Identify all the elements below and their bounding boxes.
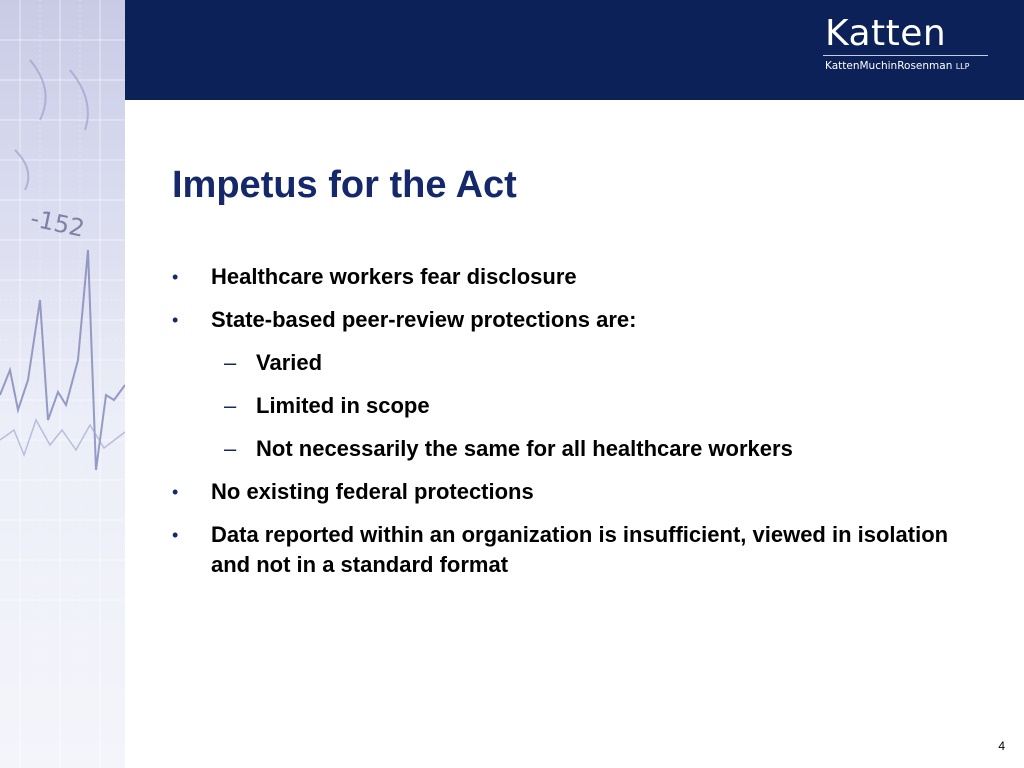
sub-bullet-text: Varied	[256, 350, 323, 375]
bullet-text: Data reported within an organization is insufficient, viewed in isolation and not in a standard format	[211, 522, 949, 577]
logo-subtitle-name: KattenMuchinRosenman	[825, 60, 953, 72]
logo-subtitle	[823, 59, 988, 74]
list-item	[172, 520, 962, 580]
dash-marker: –	[224, 436, 237, 461]
bullet-marker: •	[172, 310, 179, 330]
logo-divider	[823, 55, 988, 56]
bullet-marker: •	[172, 482, 179, 502]
list-item	[172, 477, 962, 507]
bullet-text: Healthcare workers fear disclosure	[211, 264, 577, 289]
sub-list-item	[172, 434, 962, 464]
sub-list-item	[172, 391, 962, 421]
sub-list-item	[172, 348, 962, 378]
sub-bullet-text: Limited in scope	[256, 393, 430, 418]
list-item	[172, 262, 962, 292]
bullet-text: No existing federal protections	[211, 479, 534, 504]
ecg-handwritten-label: -152	[27, 204, 88, 243]
header-bar	[125, 0, 1024, 100]
bullet-text: State-based peer-review protections are:	[211, 307, 637, 332]
katten-logo	[823, 14, 988, 74]
slide-title: Impetus for the Act	[172, 164, 517, 206]
dash-marker: –	[224, 350, 237, 375]
bullet-list	[172, 262, 962, 593]
bullet-marker: •	[172, 525, 179, 545]
dash-marker: –	[224, 393, 237, 418]
logo-subtitle-suffix: LLP	[955, 62, 970, 71]
list-item	[172, 305, 962, 335]
page-number: 4	[998, 739, 1005, 753]
sub-bullet-text: Not necessarily the same for all healthcare workers	[256, 436, 793, 461]
logo-wordmark: Katten	[825, 13, 947, 54]
decorative-ecg-chart-image	[0, 0, 125, 768]
bullet-marker: •	[172, 267, 179, 287]
ecg-graph-paper-icon	[0, 0, 125, 768]
